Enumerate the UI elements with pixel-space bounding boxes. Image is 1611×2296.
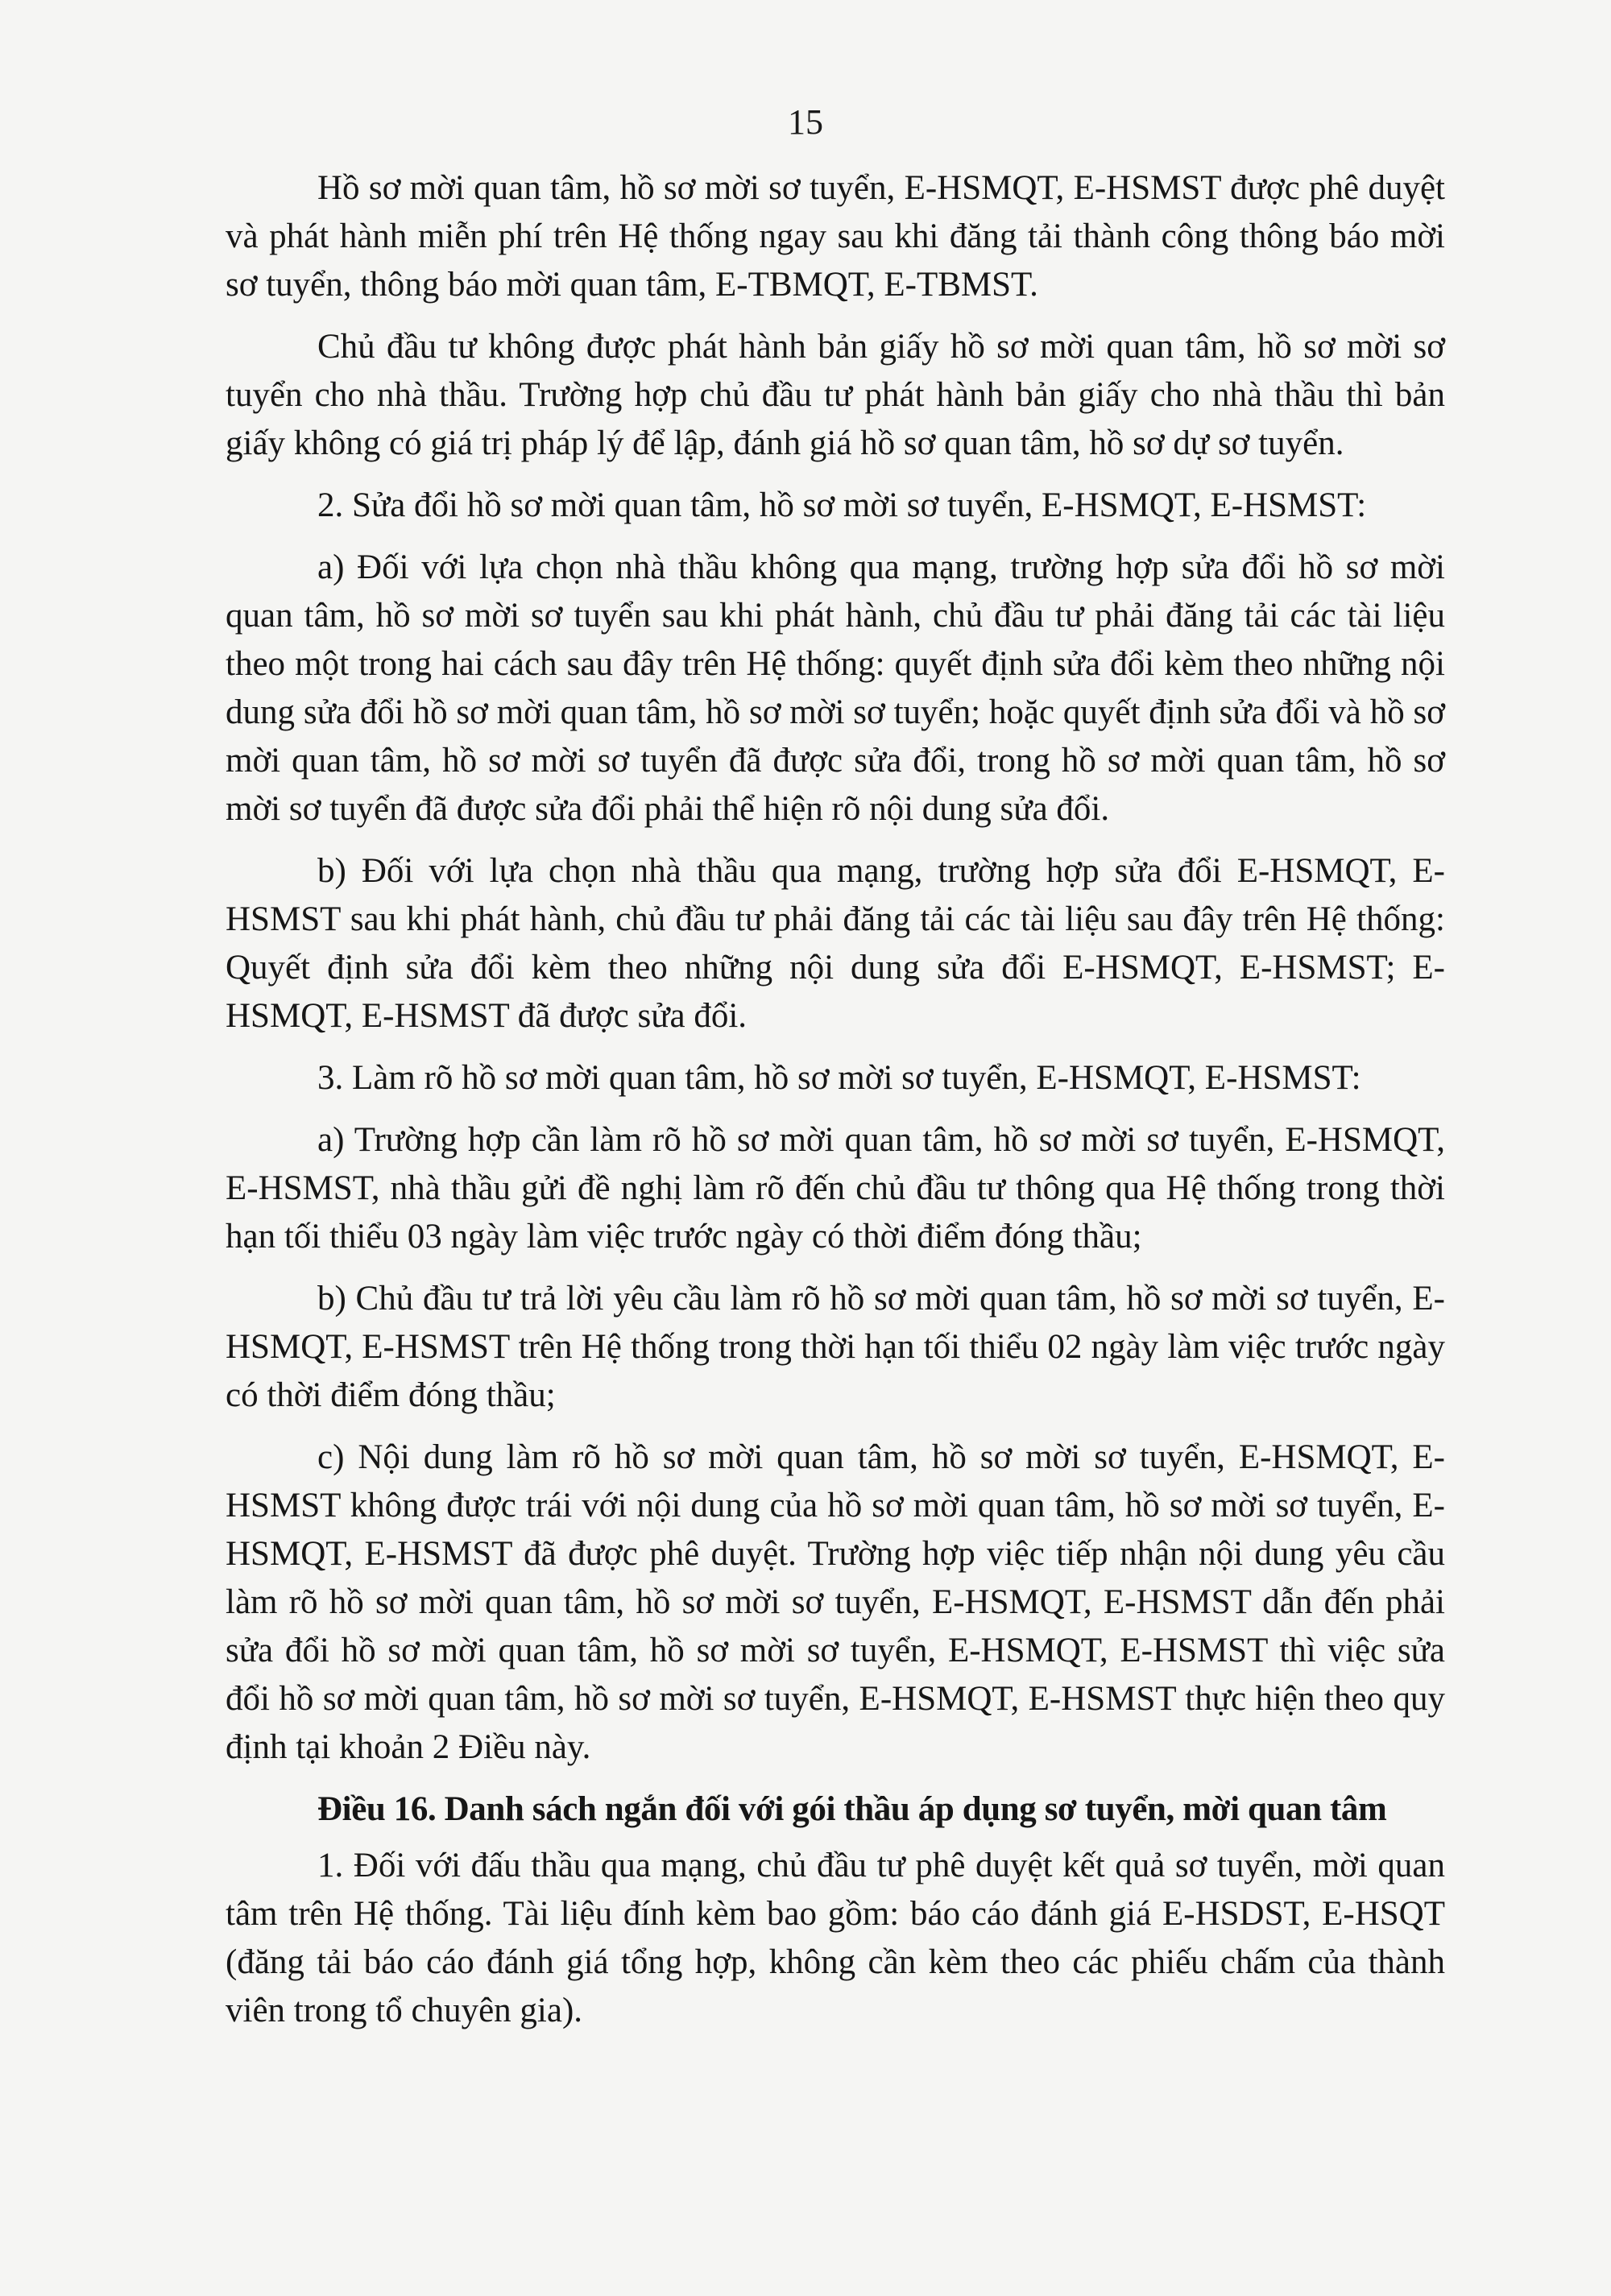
paragraph: 3. Làm rõ hồ sơ mời quan tâm, hồ sơ mời sơ tuyển, E-HSMQT, E-HSMST: bbox=[317, 1059, 1361, 1097]
paragraph: a) Đối với lựa chọn nhà thầu không qua mạng, trường hợp sửa đổi hồ sơ mời quan tâm, hồ sơ mời sơ tuyển sau khi phát hành, chủ đầu tư phải đăng tải các tài liệu theo một trong hai cách sau đây trên Hệ thống: quyết định sửa đổi kèm theo những nội dung sửa đổi hồ sơ mời quan tâm, hồ sơ mời sơ tuyển; hoặc quyết định sửa đổi và hồ sơ mời quan tâm, hồ sơ mời sơ tuyển đã được sửa đổi, trong hồ sơ mời quan tâm, hồ sơ mời sơ tuyển đã được sửa đổi phải thể hiện rõ nội dung sửa đổi. bbox=[226, 548, 1445, 828]
page-number: 15 bbox=[788, 102, 823, 142]
paragraph: b) Đối với lựa chọn nhà thầu qua mạng, trường hợp sửa đổi E-HSMQT, E-HSMST sau khi phát hành, chủ đầu tư phải đăng tải các tài liệu sau đây trên Hệ thống: Quyết định sửa đổi kèm theo những nội dung sửa đổi E-HSMQT, E-HSMST; E-HSMQT, E-HSMST đã được sửa đổi. bbox=[226, 852, 1445, 1035]
paragraph: Chủ đầu tư không được phát hành bản giấy hồ sơ mời quan tâm, hồ sơ mời sơ tuyển cho nhà thầu. Trường hợp chủ đầu tư phát hành bản giấy cho nhà thầu thì bản giấy không có giá trị pháp lý để lập, đánh giá hồ sơ quan tâm, hồ sơ dự sơ tuyển. bbox=[226, 328, 1445, 462]
paragraph: Hồ sơ mời quan tâm, hồ sơ mời sơ tuyển, E-HSMQT, E-HSMST được phê duyệt và phát hành miễn phí trên Hệ thống ngay sau khi đăng tải thành công thông báo mời sơ tuyển, thông báo mời quan tâm, E-TBMQT, E-TBMST. bbox=[226, 169, 1445, 304]
paragraph: 2. Sửa đổi hồ sơ mời quan tâm, hồ sơ mời sơ tuyển, E-HSMQT, E-HSMST: bbox=[317, 486, 1367, 524]
article-heading: Điều 16. Danh sách ngắn đối với gói thầu áp dụng sơ tuyển, mời quan tâm bbox=[317, 1790, 1387, 1828]
document-body bbox=[226, 164, 1445, 2049]
paragraph: c) Nội dung làm rõ hồ sơ mời quan tâm, hồ sơ mời sơ tuyển, E-HSMQT, E-HSMST không được trái với nội dung của hồ sơ mời quan tâm, hồ sơ mời sơ tuyển, E-HSMQT, E-HSMST đã được phê duyệt. Trường hợp việc tiếp nhận nội dung yêu cầu làm rõ hồ sơ mời quan tâm, hồ sơ mời sơ tuyển, E-HSMQT, E-HSMST dẫn đến phải sửa đổi hồ sơ mời quan tâm, hồ sơ mời sơ tuyển, E-HSMQT, E-HSMST thì việc sửa đổi hồ sơ mời quan tâm, hồ sơ mời sơ tuyển, E-HSMQT, E-HSMST thực hiện theo quy định tại khoản 2 Điều này. bbox=[226, 1438, 1445, 1766]
paragraph: b) Chủ đầu tư trả lời yêu cầu làm rõ hồ sơ mời quan tâm, hồ sơ mời sơ tuyển, E-HSMQT, E-HSMST trên Hệ thống trong thời hạn tối thiểu 02 ngày làm việc trước ngày có thời điểm đóng thầu; bbox=[226, 1280, 1445, 1414]
paragraph: 1. Đối với đấu thầu qua mạng, chủ đầu tư phê duyệt kết quả sơ tuyển, mời quan tâm trên Hệ thống. Tài liệu đính kèm bao gồm: báo cáo đánh giá E-HSDST, E-HSQT (đăng tải báo cáo đánh giá tổng hợp, không cần kèm theo các phiếu chấm của thành viên trong tổ chuyên gia). bbox=[226, 1847, 1445, 2029]
paragraph: a) Trường hợp cần làm rõ hồ sơ mời quan tâm, hồ sơ mời sơ tuyển, E-HSMQT, E-HSMST, nhà thầu gửi đề nghị làm rõ đến chủ đầu tư thông qua Hệ thống trong thời hạn tối thiểu 03 ngày làm việc trước ngày có thời điểm đóng thầu; bbox=[226, 1121, 1445, 1256]
